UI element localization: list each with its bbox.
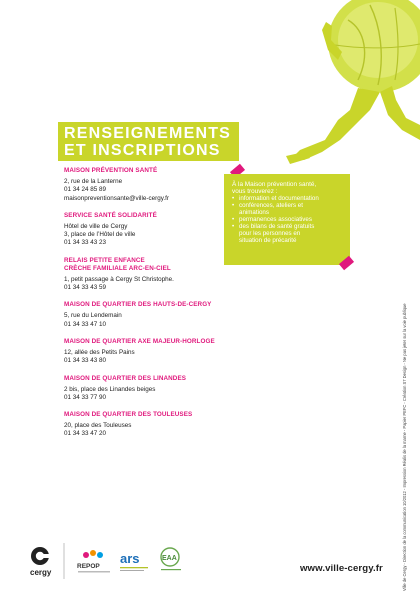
print-credits: Ville de Cergy - Direction de la communication 10/2012 - Impression Réalis de la marne - Papier PEFC - Création S7 Design - Ne pas jeter sur la voie publique — [402, 303, 407, 591]
contact-line: 01 34 33 47 20 — [64, 430, 107, 438]
figure-leg — [292, 88, 380, 160]
contact-line: Hôtel de ville de Cergy — [64, 222, 128, 230]
info-intro-2: vous trouverez : — [232, 188, 278, 196]
contact-entry — [64, 301, 264, 329]
contact-entry — [64, 338, 264, 366]
contact-email[interactable]: maisonpreventionsante@ville-cergy.fr — [64, 194, 169, 202]
contact-title: SERVICE SANTÉ SOLIDARITÉ — [64, 211, 157, 219]
contact-entry — [64, 375, 264, 403]
info-item: • conférences, ateliers et animations — [232, 203, 342, 217]
info-item: • des bilans de santé gratuits pour les personnes en situation de précarité — [232, 224, 342, 245]
contact-title: CRÈCHE FAMILIALE ARC-EN-CIEL — [64, 264, 171, 272]
info-intro-1: À la Maison prévention santé, — [232, 181, 317, 188]
cergy-logo — [30, 547, 52, 577]
info-item: • information et documentation — [232, 196, 342, 203]
contact-line: 01 34 33 43 23 — [64, 239, 107, 247]
info-list — [232, 196, 342, 244]
info-item: • permanences associatives — [232, 217, 342, 224]
contact-line: 2, rue de la Lanterne — [64, 178, 123, 185]
contact-line: 20, place des Touleuses — [64, 422, 132, 430]
contact-title: MAISON DE QUARTIER DES HAUTS-DE-CERGY — [64, 301, 212, 309]
heading-box — [58, 122, 239, 161]
svg-text:cergy: cergy — [30, 568, 52, 577]
contact-line: 01 34 33 47 10 — [64, 320, 107, 328]
contact-line: 01 34 33 43 59 — [64, 284, 107, 292]
repop-logo — [77, 550, 110, 573]
website-link[interactable]: www.ville-cergy.fr — [300, 563, 383, 574]
heading-line-2: ET INSCRIPTIONS — [64, 142, 221, 159]
contact-line: 01 34 24 85 89 — [64, 186, 107, 194]
contact-line: 01 34 33 77 90 — [64, 393, 107, 401]
contact-line: 01 34 33 43 80 — [64, 357, 107, 365]
info-box — [224, 174, 350, 265]
eaa-logo — [161, 548, 181, 570]
contact-line: 12, allée des Petits Pains — [64, 348, 135, 356]
cabbage-head — [328, 0, 420, 92]
svg-text:EAA: EAA — [162, 555, 177, 562]
contact-title: MAISON PRÉVENTION SANTÉ — [64, 167, 158, 174]
contact-line: 3, place de l’Hôtel de ville — [64, 231, 136, 239]
heading-line-1: RENSEIGNEMENTS — [64, 125, 232, 142]
contact-title: MAISON DE QUARTIER DES TOULEUSES — [64, 411, 193, 419]
contact-line: 2 bis, place des Linandes beiges — [64, 385, 156, 393]
figure-leg-back — [380, 86, 420, 140]
contact-title: RELAIS PETITE ENFANCE — [64, 256, 145, 264]
contact-title: MAISON DE QUARTIER AXE MAJEUR-HORLOGE — [64, 337, 215, 345]
partner-logos — [28, 541, 198, 581]
contact-title: MAISON DE QUARTIER DES LINANDES — [64, 374, 187, 382]
ars-logo — [120, 551, 148, 571]
svg-text:REPOP: REPOP — [77, 563, 100, 570]
contact-line: 1, petit passage à Cergy St Christophe. — [64, 275, 174, 283]
contact-line: 5, rue du Lendemain — [64, 312, 122, 320]
svg-text:ars: ars — [120, 551, 140, 566]
contact-entry — [64, 411, 264, 439]
